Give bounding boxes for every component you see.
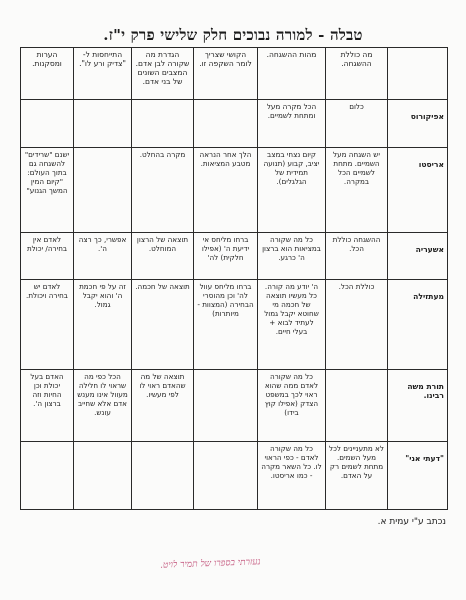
author-note: נכתב ע"י עמית א. xyxy=(377,517,446,527)
table-cell: ברחו מליחס אי ידיעת ה' (אפילו חלקית) לה' xyxy=(194,233,258,280)
table-cell: לאדם אין בחירה/ יכולת xyxy=(21,233,74,280)
row-label: "דעתי אני" xyxy=(388,442,448,510)
header-cell-definition: הגדרת מה שקורה לבן אדם. המצבים השונים של בני אדם. xyxy=(132,48,194,100)
table-row xyxy=(21,280,448,370)
table-cell xyxy=(74,442,132,510)
table-cell xyxy=(132,442,194,510)
header-cell-corner xyxy=(388,48,448,100)
table-cell: תוצאה של חכמה. xyxy=(132,280,194,370)
page-title: טבלה - למורה נבוכים חלק שלישי פרק י"ז. xyxy=(103,26,363,44)
table-cell: ברחו מליחס עוול לה' וכן מהוסרי הבחירה (המצוות - מיותרות) xyxy=(194,280,258,370)
comparison-table xyxy=(20,47,448,510)
handwritten-signature: נעזרתי בספרו של תמיר לויט. xyxy=(159,557,261,571)
table-row xyxy=(21,233,448,280)
table-cell: קיום נצחי במצב יציב, קבוע (תנועה תמידית של הגלגלים). xyxy=(258,148,326,233)
table-cell xyxy=(74,100,132,148)
table-cell: הכל מקרה מעל ומתחת לשמיים. xyxy=(258,100,326,148)
header-cell-notes: הערות ומסקנות. xyxy=(21,48,74,100)
table-cell xyxy=(74,148,132,233)
table-cell xyxy=(21,442,74,510)
row-label: אשעריה xyxy=(388,233,448,280)
row-label: תורת משה רבינו. xyxy=(388,370,448,442)
table-cell: כל מה שקורה לאדם ממה שהוא ראוי לכך במשפט הצדק (אפילו קוץ בידו) xyxy=(258,370,326,442)
table-cell: כוללת הכל. xyxy=(326,280,388,370)
table-cell: כלום xyxy=(326,100,388,148)
table-cell: ההשגחה כוללת הכל. xyxy=(326,233,388,280)
header-row xyxy=(21,48,448,100)
table-cell xyxy=(194,370,258,442)
table-cell: כל מה שקורה לאדם - כפי הראוי לו. כל השאר מקרה - כמו אריסטו. xyxy=(258,442,326,510)
table-cell: לאדם יש בחירה ויכולת. xyxy=(21,280,74,370)
table-row xyxy=(21,148,448,233)
table-cell xyxy=(21,100,74,148)
row-label: אריסטו xyxy=(388,148,448,233)
header-cell-scope: מה כוללת ההשגחה. xyxy=(326,48,388,100)
header-cell-righteous: התייחסות ל- "צדיק ורע לו". xyxy=(74,48,132,100)
row-label: אפיקורוס xyxy=(388,100,448,148)
table-cell: ישנם "שרידים" להשגחה גם בתוך העולם: "קיום המין המשך הגנוע" xyxy=(21,148,74,233)
table-cell: אפשרי, כך רצה ה'. xyxy=(74,233,132,280)
header-cell-difficulty: הקושי שצריך לומר השקפה זו. xyxy=(194,48,258,100)
table-row xyxy=(21,370,448,442)
row-label: מעתזילה xyxy=(388,280,448,370)
table-cell: ה' יודע מה קורה. כל מעשיו תוצאה של חכמה מי שחוטא יקבל גמול לעתיד לבוא + בעלי חיים. xyxy=(258,280,326,370)
table-cell xyxy=(132,100,194,148)
table-row xyxy=(21,442,448,510)
table-cell: תוצאה של מה שהאדם ראוי לו לפי מעשיו. xyxy=(132,370,194,442)
table-cell: מקרה בהחלט. xyxy=(132,148,194,233)
table-cell: תוצאה של הרצון המוחלט. xyxy=(132,233,194,280)
table-cell: האדם בעל יכולת וכן החיות וזה ברצון ה'. xyxy=(21,370,74,442)
header-cell-essence: מהות ההשגחה. xyxy=(258,48,326,100)
table-cell: יש השגחה מעל השמיים. מתחת לשמיים הכל במקרה. xyxy=(326,148,388,233)
table-cell xyxy=(326,370,388,442)
table-cell xyxy=(194,442,258,510)
table-cell: זה על פי חכמת ה' והוא יקבל גמול. xyxy=(74,280,132,370)
table-cell xyxy=(194,100,258,148)
table-cell: הכל כפי מה שראוי לו חלילה מעוול אינו מענש אדם אלא שחייב עונש. xyxy=(74,370,132,442)
table-row xyxy=(21,100,448,148)
table-cell: כל מה שקורה במציאות הוא ברצון ה' כרגע. xyxy=(258,233,326,280)
table-cell: הלך אחר הנראה מטבע המציאות. xyxy=(194,148,258,233)
table-cell: לא מתעניינים לכל מעל השמים. מתחת לשמים רק על האדם. xyxy=(326,442,388,510)
